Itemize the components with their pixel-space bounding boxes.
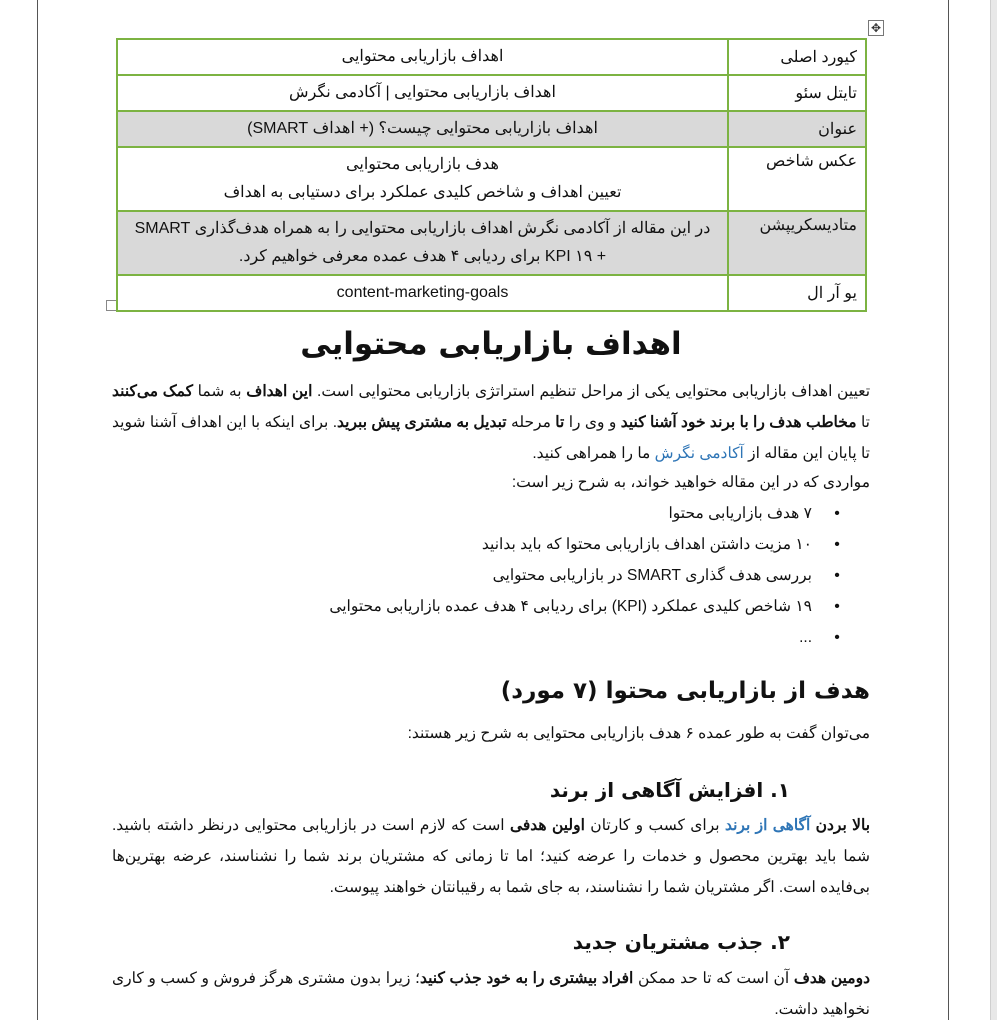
cell-line: content-marketing-goals <box>336 284 509 301</box>
table-cell-label[interactable]: متادیسکریپشن <box>728 211 866 275</box>
table-cell-value[interactable] <box>117 75 728 111</box>
text-run: ما را همراهی کنید. <box>532 445 655 462</box>
seo-metadata-table <box>116 38 867 312</box>
text-run: ؛ زیرا بدون مشتری هرگز فروش و کسب و کاری نخواهید داشت. <box>112 970 870 1018</box>
bold-run: دومین هدف <box>793 970 870 987</box>
brand-awareness-link[interactable]: آگاهی از برند <box>724 817 811 834</box>
table-row <box>117 275 866 311</box>
text-run: مرحله <box>506 414 556 431</box>
text-run: تعیین اهداف بازاریابی محتوایی یکی از مراحل تنظیم استراتژی بازاریابی محتوایی است. <box>312 383 871 400</box>
subsection-heading-2[interactable]: ۲. جذب مشتریان جدید <box>572 930 790 954</box>
bold-run: اولین هدفی <box>509 817 585 834</box>
bullet-icon: • <box>834 629 840 646</box>
table-row <box>117 111 866 147</box>
bold-run: کمک می‌کنند <box>112 383 193 400</box>
page-left-margin-line <box>37 0 38 1020</box>
list-item-text: ۱۹ شاخص کلیدی عملکرد (KPI) برای ردیابی ۴ هدف عمده بازاریابی محتوایی <box>329 598 812 615</box>
section-intro-paragraph[interactable]: می‌توان گفت به طور عمده ۶ هدف بازاریابی محتوایی به شرح زیر هستند: <box>407 725 870 742</box>
bold-run: تبدیل به مشتری پیش ببرید <box>337 414 507 431</box>
cell-line: در این مقاله از آکادمی نگرش اهداف بازاریابی محتوایی را به همراه هدف‌گذاری SMART <box>134 220 711 237</box>
cell-line: + ۱۹ KPI برای ردیابی ۴ هدف عمده معرفی خواهیم کرد. <box>238 248 607 265</box>
table-cell-value[interactable] <box>117 147 728 211</box>
table-cell-label[interactable]: عکس شاخص <box>728 147 866 211</box>
table-cell-value[interactable] <box>117 39 728 75</box>
cell-line: تعیین اهداف و شاخص کلیدی عملکرد برای دستیابی به اهداف <box>223 184 622 201</box>
subsection-2-paragraph[interactable] <box>112 963 870 1025</box>
text-run: برای کسب و کارتان <box>584 817 725 834</box>
section-heading[interactable]: هدف از بازاریابی محتوا (۷ مورد) <box>500 678 870 704</box>
intro-paragraph[interactable] <box>112 376 870 469</box>
text-run: به شما <box>192 383 247 400</box>
bullet-icon: • <box>834 536 840 553</box>
cell-line: اهداف بازاریابی محتوایی چیست؟ (+ اهداف SMART) <box>247 120 598 137</box>
list-item[interactable] <box>112 529 840 560</box>
table-move-handle-icon[interactable]: ✥ <box>868 20 884 36</box>
table-row <box>117 75 866 111</box>
bold-run: مخاطب هدف را با برند خود آشنا کنید <box>620 414 857 431</box>
cell-line: اهداف بازاریابی محتوایی <box>341 48 504 65</box>
text-run: تا <box>856 414 870 431</box>
list-item[interactable] <box>112 622 840 653</box>
table-cell-label[interactable]: کیورد اصلی <box>728 39 866 75</box>
cell-line: هدف بازاریابی محتوایی <box>346 156 499 173</box>
text-run: . برای اینکه با این اهداف آشنا شوید تا پایان این مقاله از <box>112 414 870 462</box>
list-item[interactable] <box>112 498 840 529</box>
text-run: آن است که تا حد ممکن <box>633 970 794 987</box>
table-cell-value[interactable] <box>117 275 728 311</box>
bold-run: بالا بردن <box>810 817 871 834</box>
subsection-heading-1[interactable]: ۱. افزایش آگاهی از برند <box>549 778 790 802</box>
list-item[interactable] <box>112 591 840 622</box>
text-run: و وی را <box>564 414 621 431</box>
table-row <box>117 39 866 75</box>
table-cell-label[interactable]: یو آر ال <box>728 275 866 311</box>
table-cell-label[interactable]: عنوان <box>728 111 866 147</box>
table-row <box>117 147 866 211</box>
table-cell-value[interactable] <box>117 211 728 275</box>
bold-run: این اهداف <box>246 383 313 400</box>
cell-line: اهداف بازاریابی محتوایی | آکادمی نگرش <box>289 84 556 101</box>
list-intro[interactable]: مواردی که در این مقاله خواهید خواند، به شرح زیر است: <box>511 474 870 491</box>
list-item-text: ۱۰ مزیت داشتن اهداف بازاریابی محتوا که باید بدانید <box>481 536 812 553</box>
article-title[interactable]: اهداف بازاریابی محتوایی <box>300 326 682 362</box>
bullet-icon: • <box>834 598 840 615</box>
table-row <box>117 211 866 275</box>
bold-run: افراد بیشتری را به خود جذب کنید <box>419 970 634 987</box>
bullet-list <box>112 498 840 653</box>
list-item-text: بررسی هدف گذاری SMART در بازاریابی محتوایی <box>492 567 812 584</box>
academy-link[interactable]: آکادمی نگرش <box>654 445 744 462</box>
list-item[interactable] <box>112 560 840 591</box>
table-cell-value[interactable] <box>117 111 728 147</box>
bullet-icon: • <box>834 567 840 584</box>
list-item-text: ... <box>799 629 812 646</box>
page-right-margin-line <box>948 0 949 1020</box>
bold-run: تا <box>555 414 565 431</box>
list-item-text: ۷ هدف بازاریابی محتوا <box>668 505 812 522</box>
subsection-1-paragraph[interactable] <box>112 810 870 903</box>
bullet-icon: • <box>834 505 840 522</box>
text-run: است که لازم است در بازاریابی محتوایی درنظر داشته باشید. شما باید بهترین محصول و خدمات را عرضه کنید؛ اما تا زمانی که مشتریان برند شما را نشناسند، عرضه بهترین‌ها بی‌فایده است. اگر مشتریان شما را نشناسند، به جای شما به رقیبانتان خواهند پیوست. <box>112 817 870 896</box>
table-cell-label[interactable]: تایتل سئو <box>728 75 866 111</box>
vertical-scrollbar[interactable] <box>990 0 997 1020</box>
